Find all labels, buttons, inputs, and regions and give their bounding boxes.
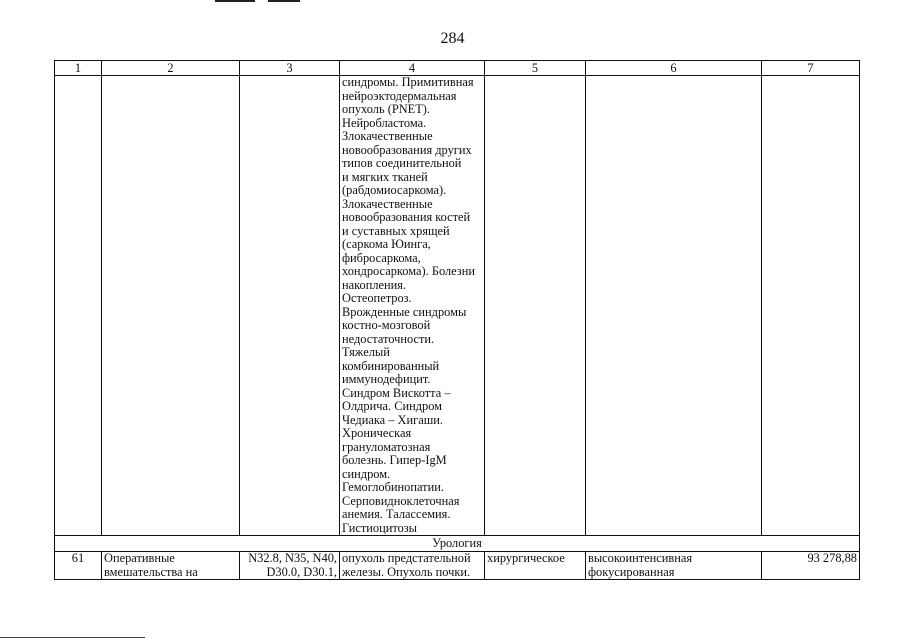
diagnosis-text-line: Остеопетроз. [342,291,412,305]
continued-cell-3 [240,76,340,536]
diagnosis-text-line: недостаточности. [342,331,435,346]
continued-cell-6 [586,76,762,536]
diagnosis-text-line: Злокачественные [342,129,433,143]
column-header-4: 4 [340,61,485,76]
intervention-name-cell [102,552,240,580]
intervention-name-line: вмешательства на [104,564,198,579]
column-header-7: 7 [762,61,860,76]
diagnosis-text-line: Гемоглобинопатии. [342,480,444,494]
continued-diagnosis-cell [340,76,485,536]
diagnosis-text-line: (саркома Юинга, [342,237,431,251]
diagnosis-text-line: нейроэктодермальная [342,88,457,103]
diagnosis-text-line: Олдрича. Синдром [342,399,443,413]
diagnosis-text-line: накопления. [342,277,407,292]
scan-top-mark-right [268,0,300,2]
scan-bottom-mark [0,637,145,638]
diagnosis-text-line: болезнь. Гипер-IgM [342,453,447,467]
norm-cost-cell: 93 278,88 [762,552,860,580]
column-header-5: 5 [485,61,586,76]
section-row [55,536,860,552]
diagnosis-text-line: синдромы. Примитивная [342,75,474,89]
diagnosis-text-line: опухоль (PNET). [342,102,431,116]
diagnosis-text-line: Гистиоцитозы [342,520,417,535]
diagnosis-text-line: Нейробластома. [342,115,427,130]
diagnosis-text-line: Тяжелый [342,345,390,359]
diagnosis-text-line: Синдром Вискотта – [342,385,451,400]
diagnosis-text-line: анемия. Талассемия. [342,507,451,521]
column-number-row [55,61,860,76]
column-header-6: 6 [586,61,762,76]
diagnosis-text-line: фибросаркома, [342,250,421,265]
column-header-1: 1 [55,61,102,76]
diagnosis-text-line: грануломатозная [342,439,431,454]
diagnosis-text-line: костно-мозговой [342,318,431,332]
diagnosis-text-line: новообразования других [342,142,472,157]
services-table [54,60,860,580]
scan-top-mark-left [215,0,255,2]
diagnosis-text-line: Хроническая [342,426,412,440]
diagnosis-text-line: иммунодефицит. [342,372,431,386]
icd-codes-line: N32.8, N35, N40, [248,551,337,565]
continued-cell-1 [55,76,102,536]
diagnosis-text-line: Серповидноклеточная [342,493,460,508]
treatment-type-cell: хирургическое [485,552,586,580]
diagnosis-text-line: Злокачественные [342,196,433,211]
column-header-3: 3 [240,61,340,76]
intervention-name-line: Оперативные [104,551,175,565]
diagnosis-text-line: типов соединительной [342,156,462,170]
diagnosis-text-line: Врожденные синдромы [342,304,467,319]
diagnosis-text-line: комбинированный [342,358,440,373]
treatment-method-cell [586,552,762,580]
diagnosis-text-line: и мягких тканей [342,169,428,184]
diagnosis-line: железы. Опухоль почки. [342,564,471,579]
treatment-method-line: фокусированная [588,564,675,579]
continued-cell-7 [762,76,860,536]
diagnosis-cell [340,552,485,580]
icd-codes-line: D30.0, D30.1, [266,564,337,579]
diagnosis-line: опухоль предстательной [342,551,471,565]
continued-cell-2 [102,76,240,536]
page-number: 284 [440,30,465,47]
diagnosis-text-line: синдром. [342,466,391,481]
diagnosis-text-line: Чедиака – Хигаши. [342,412,443,427]
icd-codes-cell [240,552,340,580]
diagnosis-text-line: новообразования костей [342,210,471,224]
table-row-61 [55,552,860,580]
diagnosis-text-line: хондросаркома). Болезни [342,264,475,278]
diagnosis-text-line: и суставных хрящей [342,223,450,238]
continued-row [55,76,860,536]
section-title-urology: Урология [55,536,860,552]
column-header-2: 2 [102,61,240,76]
row-number: 61 [55,552,102,580]
diagnosis-text-line: (рабдомиосаркома). [342,183,447,197]
continued-cell-5 [485,76,586,536]
treatment-method-line: высокоинтенсивная [588,551,693,565]
